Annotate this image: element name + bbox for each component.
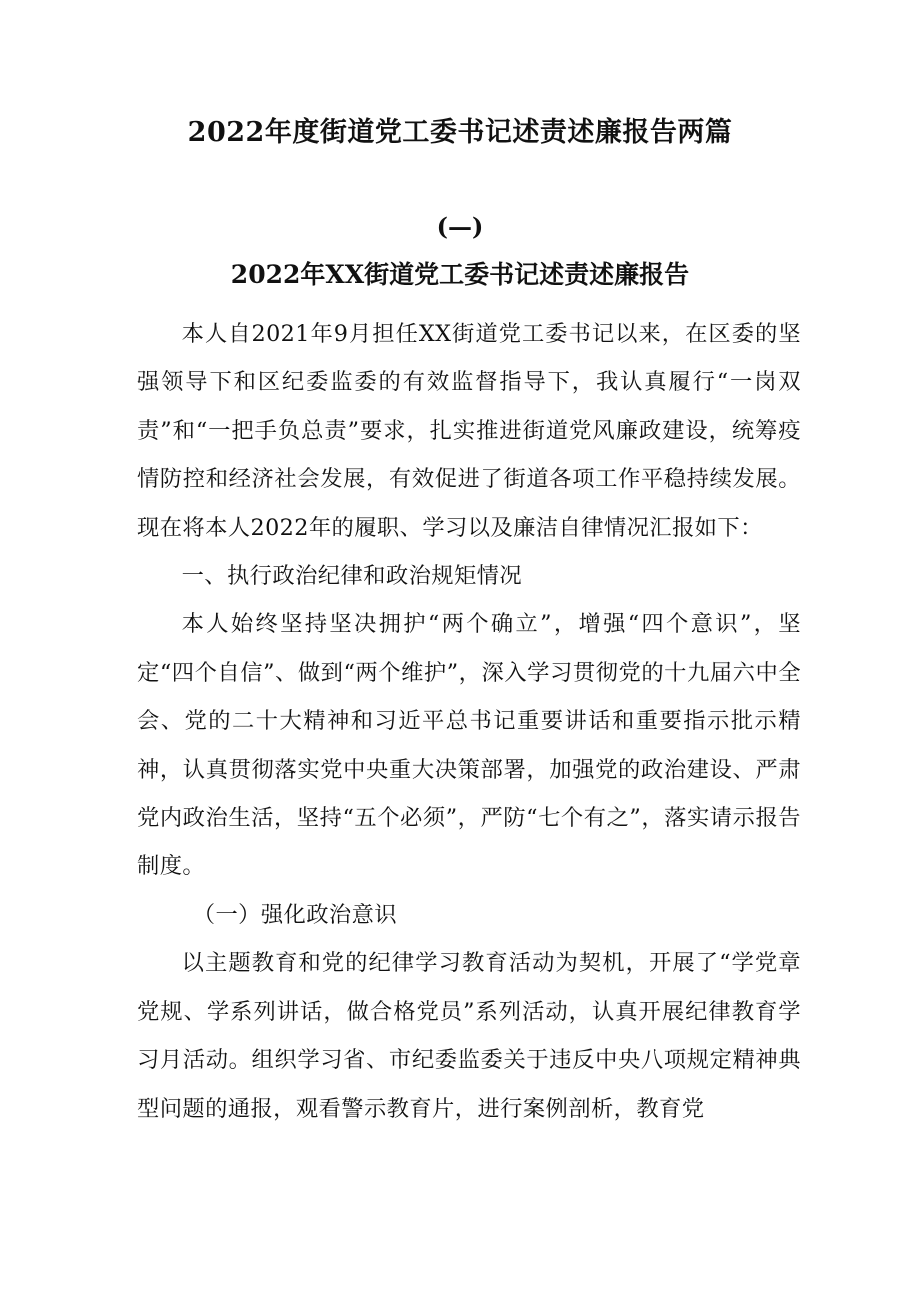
heading-subsection-1: （一）强化政治意识 bbox=[192, 901, 398, 928]
document-title: 2022年度街道党工委书记述责述廉报告两篇 bbox=[187, 117, 733, 148]
heading-section-1: 一、执行政治纪律和政治规矩情况 bbox=[181, 563, 523, 590]
paragraph-political-discipline: 本人始终坚持坚决拥护“两个确立”，增强“四个意识”，坚定“四个自信”、做到“两个维护”，深入学习贯彻党的十九届六中全会、党的二十大精神和习近平总书记重要讲话和重要指示批示精神，认真贯彻落实党中央重大决策部署，加强党的政治建设、严肃党内政治生活，坚持“五个必须”，严防“七个有之”，落实请示报告制度。 bbox=[137, 611, 801, 880]
paragraph-intro: 本人自2021年9月担任XX街道党工委书记以来，在区委的坚强领导下和区纪委监委的有效监督指导下，我认真履行“一岗双责”和“一把手负总责”要求，扎实推进街道党风廉政建设，统筹疫情防控和经济社会发展，有效促进了街道各项工作平稳持续发展。现在将本人2022年的履职、学习以及廉洁自律情况汇报如下： bbox=[137, 321, 801, 541]
document-body bbox=[137, 310, 801, 1133]
paragraph-political-awareness: 以主题教育和党的纪律学习教育活动为契机，开展了“学党章党规、学系列讲话，做合格党员”系列活动，认真开展纪律教育学习月活动。组织学习省、市纪委监委关于违反中央八项规定精神典型问题的通报，观看警示教育片，进行案例剖析，教育党 bbox=[137, 950, 801, 1122]
section-number: (—) bbox=[436, 212, 484, 241]
report-title: 2022年XX街道党工委书记述责述廉报告 bbox=[230, 260, 690, 289]
